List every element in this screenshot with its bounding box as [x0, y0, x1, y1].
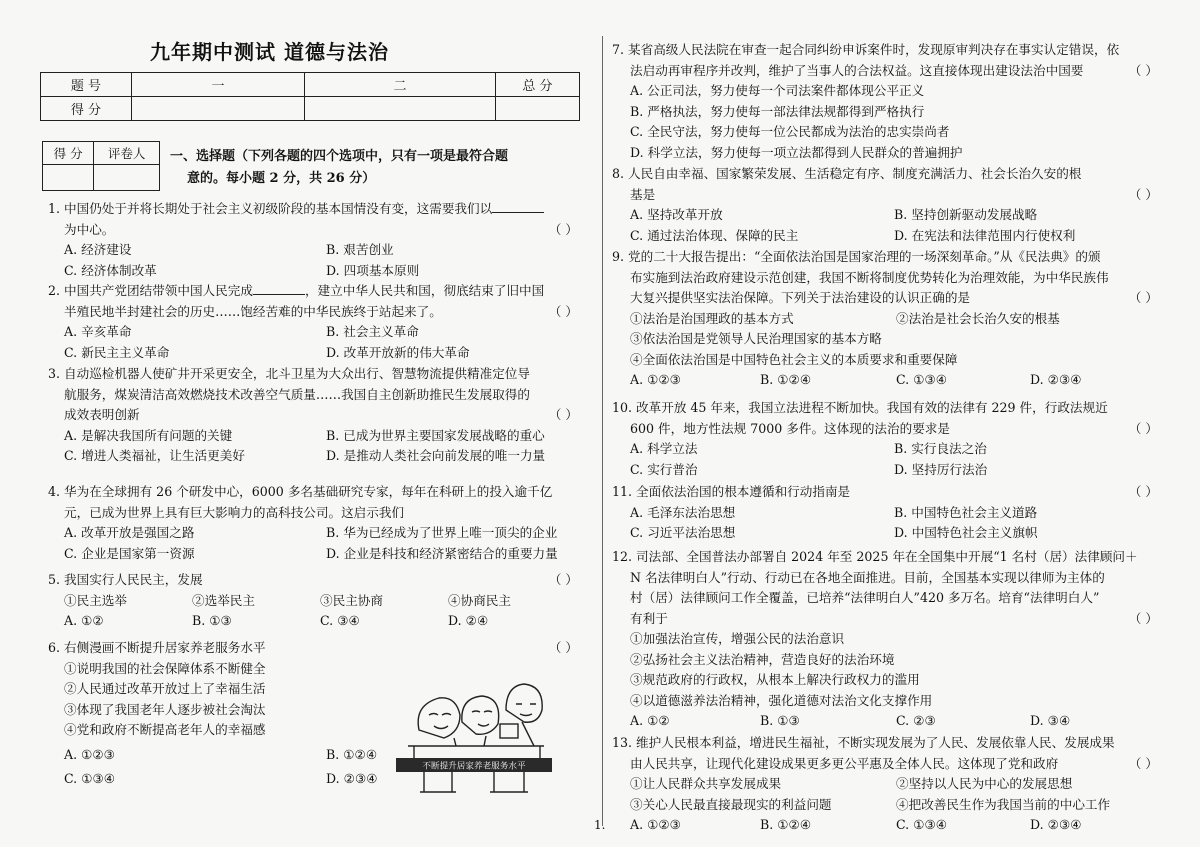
option-d[interactable]: D. 坚持厉行法治	[894, 461, 988, 477]
option-d[interactable]: D. 企业是科技和经济紧密结合的重要力量	[326, 545, 558, 561]
option-d[interactable]: D. 科学立法，努力使每一项立法都得到人民群众的普遍拥护	[630, 144, 963, 160]
question-2: 2. 中国共产党团结带领中国人民完成 ，建立中华人民共和国，彻底结束了旧中国 半殖民地半封建社会的历史……饱经苦难的中华民族终于站起来了。 （ ） A. 辛亥革命 B. 社会主义革命 C. 新民主主义革命 D. 改革开放新的伟大革命	[48, 281, 584, 363]
answer-bracket[interactable]: （ ）	[1128, 420, 1158, 436]
option-a[interactable]: A. 毛泽东法治思想	[630, 504, 736, 520]
option-b[interactable]: B. ①③	[192, 613, 232, 628]
option-c[interactable]: C. 习近平法治思想	[630, 525, 736, 540]
statement-4: ④党和政府不断提高老年人的幸福感	[64, 722, 266, 737]
question-6: 6. 右侧漫画不断提升居家养老服务水平 （ ） ①说明我国的社会保障体系不断健全 ②人民通过改革开放过上了幸福生活 ③体现了我国老年人逐步被社会淘汰 ④党和政府不断提高老年人的幸福感 A. ①②③ B. ①②④ C. ①③④ D. ②③④	[48, 638, 584, 790]
option-a[interactable]: A. 是解决我国所有问题的关键	[64, 427, 233, 443]
option-b[interactable]: B. 严格执法，努力使每一部法律法规都得到严格执行	[630, 103, 925, 119]
score-table-header-cell: 一	[132, 73, 305, 97]
option-d[interactable]: D. ②④	[448, 613, 489, 628]
option-c[interactable]: C. 全民守法，努力使每一位公民都成为法治的忠实崇尚者	[630, 124, 950, 139]
option-c[interactable]: C. 企业是国家第一资源	[64, 545, 195, 561]
score-table-header-cell: 二	[305, 73, 496, 97]
score-table	[40, 72, 580, 121]
cartoon-caption: 不断提升居家养老服务水平	[422, 761, 526, 772]
option-a[interactable]: A. ①②	[630, 713, 670, 728]
answer-bracket[interactable]: （ ）	[548, 407, 578, 422]
option-c[interactable]: C. 通过法治体现、保障的民主	[630, 227, 799, 243]
grader-score-cell[interactable]	[43, 165, 94, 191]
statement-2: ②法治是社会长治久安的根基	[896, 310, 1060, 326]
statement-4: ④全面依法治国是中国特色社会主义的本质要求和重要保障	[630, 351, 958, 367]
option-c[interactable]: C. 实行普治	[630, 461, 698, 477]
option-a[interactable]: A. 经济建设	[64, 242, 132, 257]
answer-bracket[interactable]: （ ）	[1128, 755, 1158, 771]
option-b[interactable]: B. 艰苦创业	[326, 242, 394, 257]
question-7: 7. 某省高级人民法院在审查一起合同纠纷申诉案件时，发现原审判决存在事实认定错误，依 法启动再审程序并改判，维护了当事人的合法权益。这直接体现出建设法治中国要 （ ） A. 公正司法，努力使每一个司法案件都体现公平正义 B. 严格执法，努力使每一部法律法规都得到严格执行 C. 全民守法，努力使每一位公民都成为法治的忠实崇尚者 D. 科学立法，努力使每一项立法都得到人民群众的普遍拥护	[612, 40, 1164, 163]
answer-bracket[interactable]: （ ）	[1128, 484, 1158, 499]
statement-3: ③民主协商	[320, 592, 383, 608]
option-d[interactable]: D. 改革开放新的伟大革命	[326, 344, 470, 360]
question-10: 10. 改革开放 45 年来，我国立法进程不断加快。我国有效的法律有 229 件，行政法规近 600 件，地方性法规 7000 多件。这体现的法治的要求是 （ ） A. 科学立法 B. 实行良法之治 C. 实行普治 D. 坚持厉行法治	[612, 398, 1164, 480]
statement-1: ①加强法治宣传，增强公民的法治意识	[630, 631, 845, 646]
statement-4: ④协商民主	[448, 592, 511, 608]
option-a[interactable]: A. ①②③	[630, 817, 681, 832]
option-a[interactable]: A. ①②	[64, 613, 104, 628]
page-number: 1.	[594, 818, 606, 832]
grader-name-cell[interactable]	[94, 165, 160, 191]
option-b[interactable]: B. ①②④	[326, 746, 378, 762]
option-b[interactable]: B. 中国特色社会主义道路	[894, 504, 1038, 520]
option-b[interactable]: B. 华为已经成为了世界上唯一顶尖的企业	[326, 525, 558, 540]
option-d[interactable]: D. 中国特色社会主义旗帜	[894, 525, 1038, 540]
statement-2: ②弘扬社会主义法治精神，营造良好的法治环境	[630, 651, 895, 667]
statement-4: ④以道德滋养法治精神，强化道德对法治文化支撑作用	[630, 692, 933, 708]
statement-1: ①说明我国的社会保障体系不断健全	[64, 660, 266, 676]
option-a[interactable]: A. 科学立法	[630, 441, 698, 456]
option-c[interactable]: C. 新民主主义革命	[64, 344, 170, 360]
option-a[interactable]: A. 坚持改革开放	[630, 207, 723, 222]
column-divider	[602, 36, 603, 826]
option-c[interactable]: C. ①③④	[896, 372, 948, 387]
option-b[interactable]: B. ①②④	[760, 372, 812, 387]
question-12: 12. 司法部、全国普法办部署自 2024 年至 2025 年在全国集中开展“1 名村（居）法律顾问＋ N 名法律明白人”行动、行动已在各地全面推进。目前，全国基本实现以律师为主体的 村（居）法律顾问工作全覆盖，已培养“法律明白人”420 多万名。培育“法律明白人” 有利于 （ ） ①加强法治宣传，增强公民的法治意识 ②弘扬社会主义法治精神，营造良好的法治环境 ③规范政府的行政权，从根本上解决行政权力的滥用 ④以道德滋养法治精神，强化道德对法治文化支撑作用 A. ①② B. ①③ C. ②③ D. ③④	[612, 547, 1164, 732]
question-3: 3. 自动巡检机器人使矿井开采更安全，北斗卫星为大众出行、智慧物流提供精准定位导 航服务，煤炭清洁高效燃烧技术改善空气质量……我国自主创新助推民生发展取得的 成效表明创新 （ ） A. 是解决我国所有问题的关键 B. 已成为世界主要国家发展战略的重心 C. 增进人类福祉，让生活更美好 D. 是推动人类社会向前发展的唯一力量	[48, 364, 584, 467]
option-a[interactable]: A. 公正司法，努力使每一个司法案件都体现公平正义	[630, 83, 925, 98]
option-c[interactable]: C. ③④	[320, 613, 360, 628]
score-table-row-label: 得 分	[41, 97, 132, 121]
grader-name-label: 评卷人	[94, 142, 160, 165]
grader-score-label: 得 分	[43, 142, 94, 165]
option-b[interactable]: B. ①②④	[760, 817, 812, 832]
statement-3: ③依法治国是党领导人民治理国家的基本方略	[630, 331, 882, 346]
option-d[interactable]: D. ②③④	[326, 771, 378, 786]
answer-bracket[interactable]: （ ）	[548, 303, 578, 319]
answer-blank[interactable]	[253, 282, 305, 295]
score-table-header-cell: 总 分	[496, 73, 580, 97]
answer-bracket[interactable]: （ ）	[1128, 186, 1158, 202]
option-a[interactable]: A. ①②③	[630, 372, 681, 387]
option-d[interactable]: D. ③④	[1030, 713, 1071, 728]
option-b[interactable]: B. 坚持创新驱动发展战略	[894, 207, 1038, 222]
statement-2: ②坚持以人民为中心的发展思想	[896, 776, 1073, 791]
option-a[interactable]: A. 改革开放是强国之路	[64, 525, 195, 540]
statement-3: ③体现了我国老年人逐步被社会淘汰	[64, 701, 266, 717]
question-9: 9. 党的二十大报告提出：“全面依法治国是国家治理的一场深刻革命。”从《民法典》的颁 布实施到法治政府建设示范创建，我国不断将制度优势转化为治理效能，为中华民族伟 大复兴提供坚实法治保障。下列关于法治建设的认识正确的是 （ ） ①法治是治国理政的基本方式 ②法治是社会长治久安的根基 ③依法治国是党领导人民治理国家的基本方略 ④全面依法治国是中国特色社会主义的本质要求和重要保障 A. ①②③ B. ①②④ C. ①③④ D. ②③④	[612, 247, 1164, 391]
statement-4: ④把改善民生作为我国当前的中心工作	[896, 796, 1111, 812]
option-b[interactable]: B. 已成为世界主要国家发展战略的重心	[326, 427, 545, 443]
score-cell[interactable]	[496, 97, 580, 121]
question-8: 8. 人民自由幸福、国家繁荣发展、生活稳定有序、制度充满活力、社会长治久安的根 基是 （ ） A. 坚持改革开放 B. 坚持创新驱动发展战略 C. 通过法治体现、保障的民主 D. 在宪法和法律范围内行使权利	[612, 164, 1164, 246]
answer-bracket[interactable]: （ ）	[548, 221, 578, 237]
option-c[interactable]: C. ②③	[896, 713, 936, 728]
option-a[interactable]: A. ①②③	[64, 746, 115, 762]
option-b[interactable]: B. 实行良法之治	[894, 441, 987, 456]
option-d[interactable]: D. 四项基本原则	[326, 262, 420, 278]
statement-1: ①法治是治国理政的基本方式	[630, 310, 794, 326]
statement-3: ③关心人民最直接最现实的利益问题	[630, 796, 832, 812]
option-c[interactable]: C. 增进人类福祉，让生活更美好	[64, 448, 245, 463]
statement-3: ③规范政府的行政权，从根本上解决行政权力的滥用	[630, 672, 920, 687]
question-5: 5. 我国实行人民民主，发展 （ ） ①民主选举 ②选举民主 ③民主协商 ④协商民主 A. ①② B. ①③ C. ③④ D. ②④	[48, 570, 584, 632]
option-d[interactable]: D. 是推动人类社会向前发展的唯一力量	[326, 448, 546, 463]
answer-bracket[interactable]: （ ）	[1128, 290, 1158, 305]
option-a[interactable]: A. 辛亥革命	[64, 324, 132, 339]
statement-1: ①民主选举	[64, 592, 127, 608]
statement-2: ②选举民主	[192, 592, 255, 608]
option-d[interactable]: D. 在宪法和法律范围内行使权利	[894, 227, 1076, 243]
question-1: 1. 中国仍处于并将长期处于社会主义初级阶段的基本国情没有变，这需要我们以 为中心。 （ ） A. 经济建设 B. 艰苦创业 C. 经济体制改革 D. 四项基本原则	[48, 199, 584, 281]
question-13: 13. 维护人民根本利益，增进民生福祉，不断实现发展为了人民、发展依靠人民、发展成果 由人民共享，让现代化建设成果更多更公平惠及全体人民。这体现了党和政府 （ ） ①让人民群众共享发展成果 ②坚持以人民为中心的发展思想 ③关心人民最直接最现实的利益问题 ④把改善民生作为我国当前的中心工作 A. ①②③ B. ①②④ C. ①③④ D. ②③④	[612, 733, 1164, 836]
answer-bracket[interactable]: （ ）	[1128, 610, 1158, 626]
section-heading: 一、选择题（下列各题的四个选项中，只有一项是最符合题 意的。每小题 2 分，共 26 分）	[170, 149, 509, 186]
question-11: 11. 全面依法治国的根本遵循和行动指南是 （ ） A. 毛泽东法治思想 B. 中国特色社会主义道路 C. 习近平法治思想 D. 中国特色社会主义旗帜	[612, 482, 1164, 544]
score-table-header-cell: 题 号	[41, 73, 132, 97]
option-c[interactable]: C. ①③④	[64, 771, 116, 786]
option-b[interactable]: B. 社会主义革命	[326, 324, 419, 339]
statement-2: ②人民通过改革开放过上了幸福生活	[64, 681, 266, 696]
option-d[interactable]: D. ②③④	[1030, 372, 1082, 387]
page-title: 九年期中测试 道德与法治	[150, 40, 389, 64]
answer-bracket[interactable]: （ ）	[548, 572, 578, 587]
question-4: 4. 华为在全球拥有 26 个研发中心，6000 多名基础研究专家，每年在科研上的投入逾千亿 元，已成为世界上具有巨大影响力的高科技公司。这启示我们 A. 改革开放是强国之路 B. 华为已经成为了世界上唯一顶尖的企业 C. 企业是国家第一资源 D. 企业是科技和经济紧密结合的重要力量	[48, 482, 584, 564]
grader-box	[42, 141, 160, 191]
statement-1: ①让人民群众共享发展成果	[630, 776, 782, 791]
option-b[interactable]: B. ①③	[760, 713, 800, 728]
elderly-care-cartoon	[394, 660, 554, 795]
option-c[interactable]: C. 经济体制改革	[64, 262, 157, 278]
score-cell[interactable]	[132, 97, 305, 121]
option-d[interactable]: D. ②③④	[1030, 817, 1082, 832]
answer-bracket[interactable]: （ ）	[548, 640, 578, 655]
option-c[interactable]: C. ①③④	[896, 817, 948, 832]
answer-bracket[interactable]: （ ）	[1128, 62, 1158, 78]
score-cell[interactable]	[305, 97, 496, 121]
answer-blank[interactable]	[492, 200, 544, 213]
